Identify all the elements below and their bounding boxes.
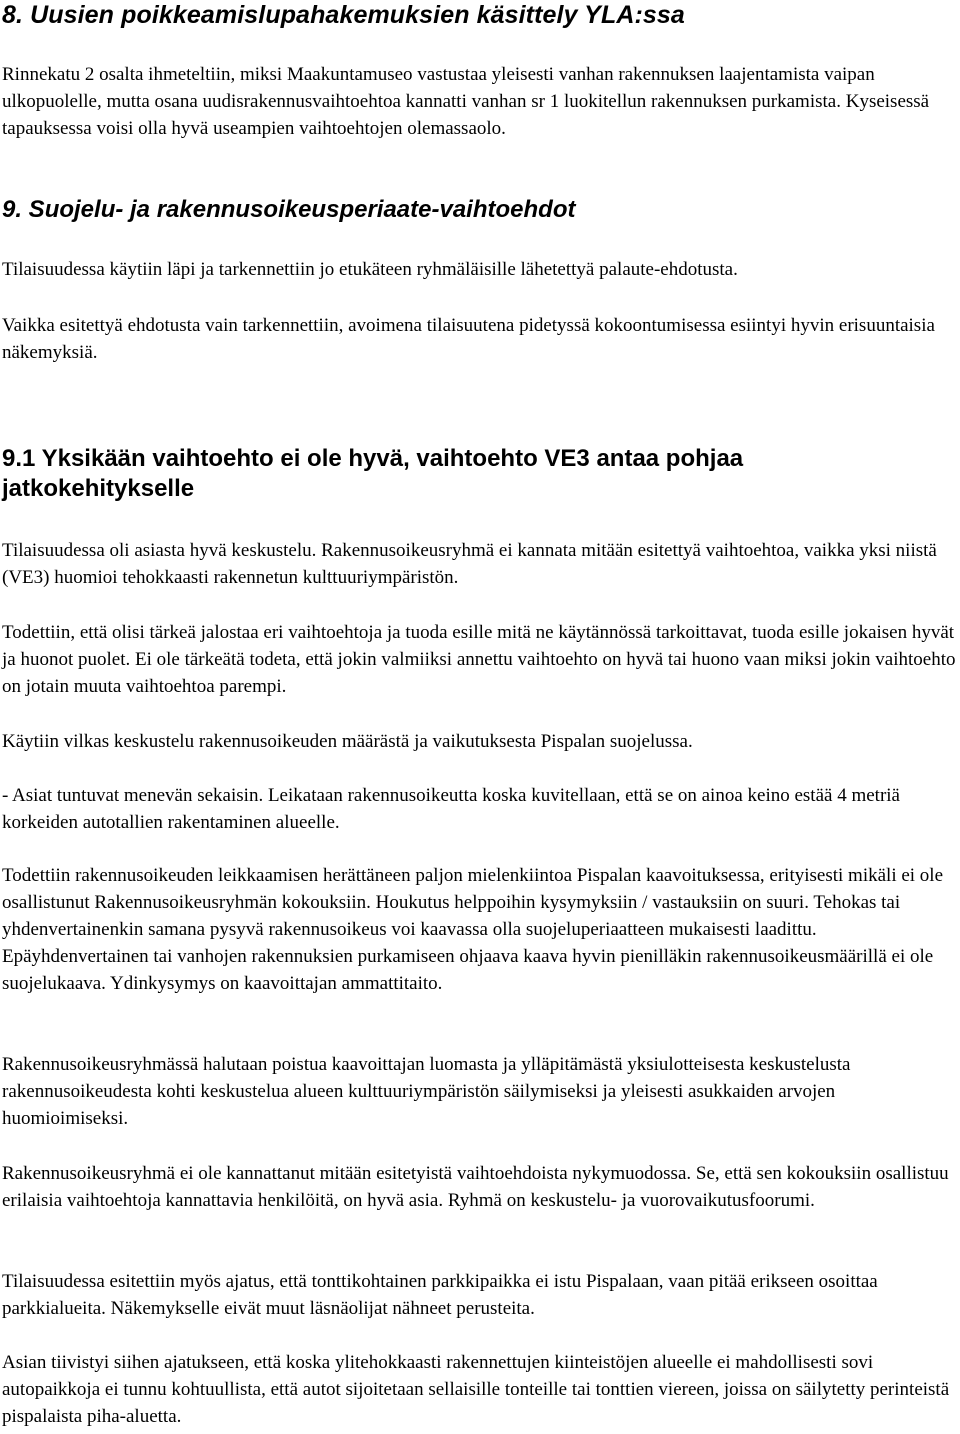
section-9-heading: 9. Suojelu- ja rakennusoikeusperiaate-vaihtoehdot: [2, 196, 576, 223]
section-9-1-paragraph-5: Todettiin rakennusoikeuden leikkaamisen herättäneen paljon mielenkiintoa Pispalan kaavoituksessa, erityisesti mikäli ei ole osallistunut Rakennusoikeusryhmän kokouksiin. Houkutus helppoihin kysymyksiin / vastauksiin on suuri. Tehokas tai yhdenvertainenkin samana pysyvä rakennusoikeus voi kaavassa olla suojeluperiaatteen mukaisesti laadittu. Epäyhdenvertainen tai vanhojen rakennuksien purkamiseen ohjaava kaava hyvin pienilläkin rakennusoikeusmäärillä ei ole suojelukaava. Ydinkysymys on kaavoittajan ammattitaito.: [2, 865, 944, 994]
section-9-1-paragraph-3: Käytiin vilkas keskustelu rakennusoikeuden määrästä ja vaikutuksesta Pispalan suojelussa.: [2, 731, 693, 752]
section-8-paragraph-1: Rinnekatu 2 osalta ihmeteltiin, miksi Maakuntamuseo vastustaa yleisesti vanhan rakennuksen laajentamista vaipan ulkopuolelle, mutta osana uudisrakennusvaihtoehtoa kannatti vanhan sr 1 luokitellun rakennuksen purkamista. Kyseisessä tapauksessa voisi olla hyvä useampien vaihtoehtojen olemassaolo.: [2, 64, 930, 139]
section-9-paragraph-1: Tilaisuudessa käytiin läpi ja tarkennettiin jo etukäteen ryhmäläisille lähetettyä palaute-ehdotusta.: [2, 259, 738, 280]
section-9-1-paragraph-9: Asian tiivistyi siihen ajatukseen, että koska ylitehokkaasti rakennettujen kiinteistöjen alueelle ei mahdollisesti sovi autopaikkoja ei tunnu kohtuullista, että autot sijoitetaan sellaisille tonteille tai tonttien viereen, joissa on säilytetty perinteistä pispalaista piha-aluetta.: [2, 1352, 950, 1427]
section-9-1-paragraph-2: Todettiin, että olisi tärkeä jalostaa eri vaihtoehtoja ja tuoda esille mitä ne käytännössä tarkoittavat, tuoda esille jokaisen hyvät ja huonot puolet. Ei ole tärkeätä todeta, että jokin valmiiksi annettu vaihtoehto on hyvä tai huono vaan miksi jokin vaihtoehto on jotain muuta vaihtoehtoa parempi.: [2, 622, 956, 697]
section-9-paragraph-2: Vaikka esitettyä ehdotusta vain tarkennettiin, avoimena tilaisuutena pidetyssä kokoontumisessa esiintyi hyvin erisuuntaisia näkemyksiä.: [2, 315, 935, 363]
section-9-1-paragraph-8: Tilaisuudessa esitettiin myös ajatus, että tonttikohtainen parkkipaikka ei istu Pispalaan, vaan pitää erikseen osoittaa parkkialueita. Näkemykselle eivät muut läsnäolijat nähneet perusteita.: [2, 1271, 878, 1319]
section-8-heading: 8. Uusien poikkeamislupahakemuksien käsittely YLA:ssa: [2, 1, 685, 29]
section-9-1-paragraph-6: Rakennusoikeusryhmässä halutaan poistua kaavoittajan luomasta ja ylläpitämästä yksiulotteisesta keskustelusta rakennusoikeudesta kohti keskustelua alueen kulttuuriympäristön säilymiseksi ja yleisesti asukkaiden arvojen huomioimiseksi.: [2, 1054, 851, 1129]
section-9-1-paragraph-4: - Asiat tuntuvat menevän sekaisin. Leikataan rakennusoikeutta koska kuvitellaan, että se on ainoa keino estää 4 metriä korkeiden autotallien rakentaminen alueelle.: [2, 785, 900, 833]
section-9-1-paragraph-1: Tilaisuudessa oli asiasta hyvä keskustelu. Rakennusoikeusryhmä ei kannata mitään esitettyä vaihtoehtoa, vaikka yksi niistä (VE3) huomioi tehokkaasti rakennetun kulttuuriympäristön.: [2, 540, 937, 588]
section-9-1-heading: 9.1 Yksikään vaihtoehto ei ole hyvä, vaihtoehto VE3 antaa pohjaa jatkokehitykselle: [2, 445, 744, 502]
section-9-1-paragraph-7: Rakennusoikeusryhmä ei ole kannattanut mitään esitetyistä vaihtoehdoista nykymuodossa. Se, että sen kokouksiin osallistuu erilaisia vaihtoehtoja kannattavia henkilöitä, on hyvä asia. Ryhmä on keskustelu- ja vuorovaikutusfoorumi.: [2, 1163, 949, 1211]
